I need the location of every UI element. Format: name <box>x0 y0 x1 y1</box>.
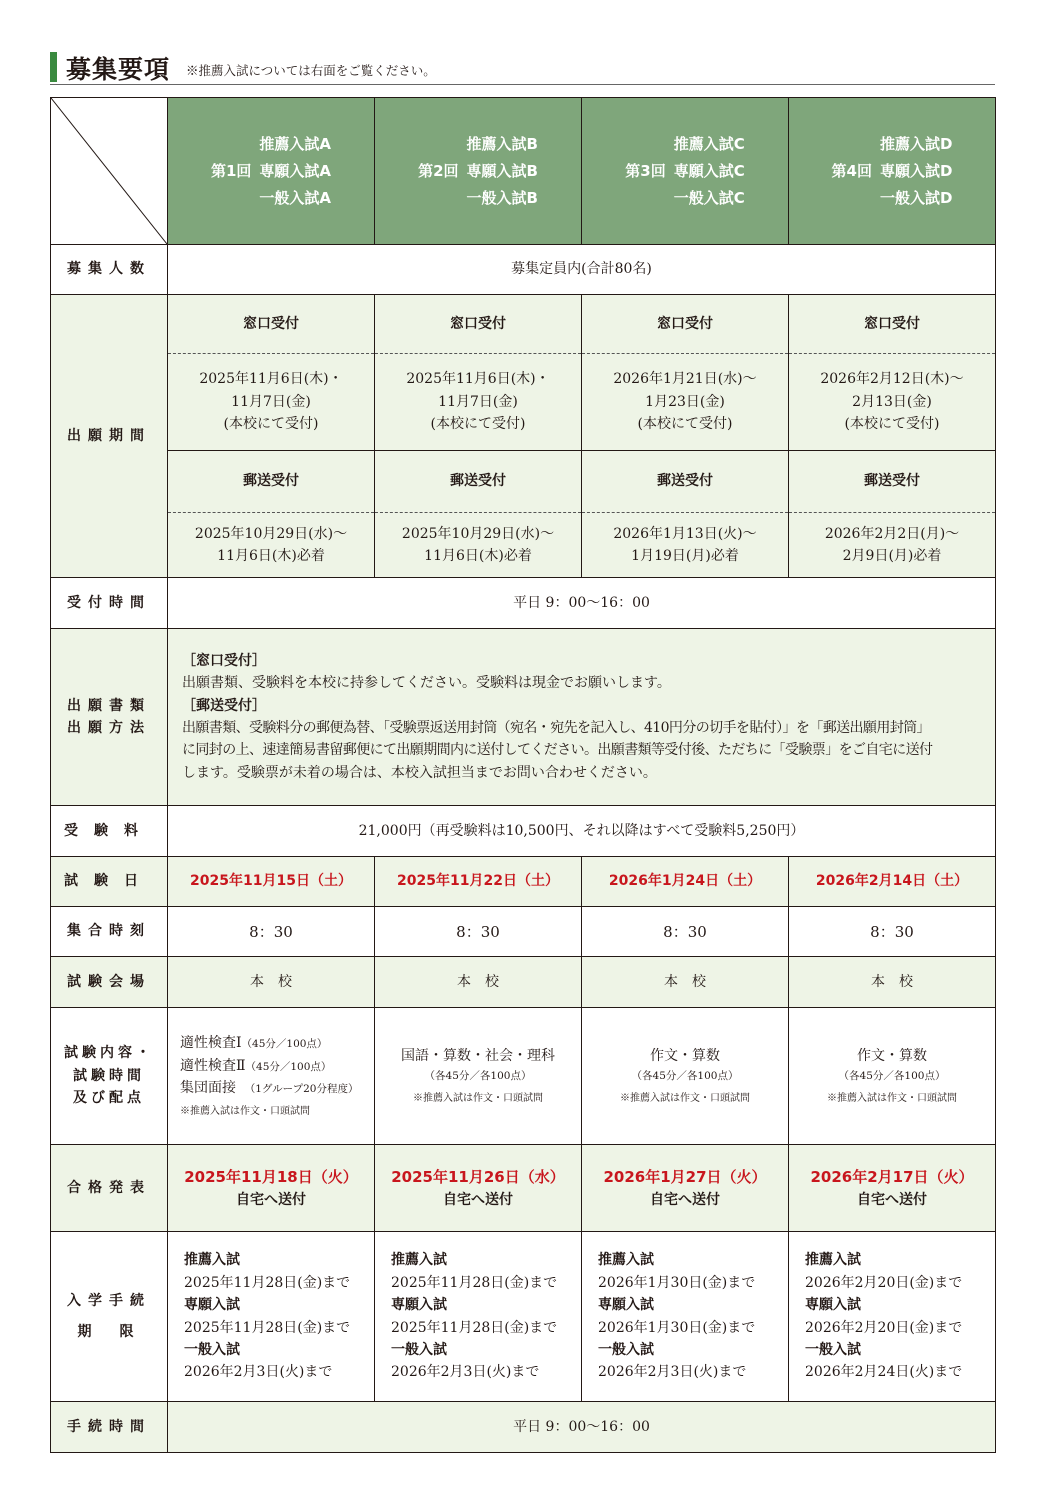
page-title: 募集要項 <box>66 55 171 84</box>
result-cell: 2026年1月27日（火） 自宅へ送付 <box>582 1145 789 1232</box>
exam-date-row <box>51 857 996 907</box>
mail-dates: 2025年10月29日(水)〜 11月6日(木)必着 <box>168 513 375 578</box>
row-label: 受験料 <box>51 806 168 857</box>
exam-header-2 <box>375 98 582 245</box>
venue-row <box>51 957 996 1008</box>
result-cell: 2026年2月17日（火） 自宅へ送付 <box>789 1145 996 1232</box>
exam-name: 一般入試A <box>259 188 332 207</box>
method-mail-text: します。受験票が未着の場合は、本校入試担当までお問い合わせください。 <box>182 764 657 781</box>
period-window-label-row <box>51 295 996 354</box>
venue: 本 校 <box>582 957 789 1008</box>
exam-name: 一般入試C <box>673 188 745 207</box>
procedure-row <box>51 1232 996 1402</box>
content-row <box>51 1008 996 1145</box>
window-dates: 2025年11月6日(木)・ 11月7日(金) (本校にて受付) <box>375 354 582 451</box>
mail-dates: 2026年1月13日(火)〜 1月19日(月)必着 <box>582 513 789 578</box>
window-label: 窓口受付 <box>375 295 582 354</box>
exam-round: 第4回 <box>831 161 872 180</box>
title-note: ※推薦入試については右面をご覧ください。 <box>186 63 436 78</box>
venue: 本 校 <box>789 957 996 1008</box>
content-col-4: 作文・算数 （各45分／各100点） ※推薦入試は作文・口頭試問 <box>789 1008 996 1145</box>
exam-name: 一般入試D <box>879 188 953 207</box>
method-mail-text: 出願書類、受験料分の郵便為替、「受験票返送用封筒（宛名・宛先を記入し、410円分の切手を貼付）」を「郵送出願用封筒」 <box>182 720 930 736</box>
exam-round: 第2回 <box>418 161 459 180</box>
row-label: 募集人数 <box>51 245 168 295</box>
exam-name: 推薦入試B <box>466 134 538 153</box>
row-label: 試験会場 <box>51 957 168 1008</box>
content-col-2: 国語・算数・社会・理科 （各45分／各100点） ※推薦入試は作文・口頭試問 <box>375 1008 582 1145</box>
result-cell: 2025年11月26日（水） 自宅へ送付 <box>375 1145 582 1232</box>
period-window-dates-row <box>51 354 996 451</box>
window-dates: 2026年1月21日(水)〜 1月23日(金) (本校にて受付) <box>582 354 789 451</box>
gather-time: 8：30 <box>375 907 582 957</box>
exam-date: 2026年2月14日（土） <box>789 857 996 907</box>
exam-name: 専願入試C <box>673 161 745 180</box>
method-mail-text: に同封の上、速達簡易書留郵便にて出願期間内に送付してください。出願書類等受付後、ただちに「受験票」をご自宅に送付 <box>182 742 933 759</box>
row-label: 合格発表 <box>51 1145 168 1232</box>
result-row <box>51 1145 996 1232</box>
exam-name: 推薦入試A <box>259 134 332 153</box>
procedure-col-1: 推薦入試 2025年11月28日(金)まで 専願入試 2025年11月28日(金)まで 一般入試 2026年2月3日(火)まで <box>168 1232 375 1402</box>
procedure-col-3: 推薦入試 2026年1月30日(金)まで 専願入試 2026年1月30日(金)まで 一般入試 2026年2月3日(火)まで <box>582 1232 789 1402</box>
exam-name: 専願入試B <box>466 161 538 180</box>
venue: 本 校 <box>168 957 375 1008</box>
content-col-3: 作文・算数 （各45分／各100点） ※推薦入試は作文・口頭試問 <box>582 1008 789 1145</box>
exam-name: 推薦入試C <box>673 134 745 153</box>
method-row <box>51 629 996 806</box>
procedure-col-2: 推薦入試 2025年11月28日(金)まで 専願入試 2025年11月28日(金)まで 一般入試 2026年2月3日(火)まで <box>375 1232 582 1402</box>
mail-label: 郵送受付 <box>582 451 789 513</box>
gather-time: 8：30 <box>168 907 375 957</box>
venue: 本 校 <box>375 957 582 1008</box>
mail-label: 郵送受付 <box>375 451 582 513</box>
method-window-text: 出願書類、受験料を本校に持参してください。受験料は現金でお願いします。 <box>182 675 671 692</box>
exam-name: 専願入試D <box>879 161 953 180</box>
title-accent-bar <box>50 52 57 82</box>
window-label: 窓口受付 <box>168 295 375 354</box>
exam-header-4 <box>789 98 996 245</box>
gather-row <box>51 907 996 957</box>
period-mail-dates-row <box>51 513 996 578</box>
header-row <box>51 98 996 245</box>
row-label: 手続時間 <box>51 1402 168 1453</box>
exam-date: 2025年11月15日（土） <box>168 857 375 907</box>
row-label: 入学手続 期 限 <box>51 1232 168 1402</box>
exam-date: 2025年11月22日（土） <box>375 857 582 907</box>
capacity-row <box>51 245 996 295</box>
row-label: 試験内容・ 試験時間 及び配点 <box>51 1008 168 1145</box>
exam-name: 一般入試B <box>466 188 538 207</box>
admission-table <box>50 97 996 1453</box>
mail-label: 郵送受付 <box>168 451 375 513</box>
content-col-1: 適性検査Ⅰ（45分／100点） 適性検査Ⅱ（45分／100点） 集団面接 （1グループ20分程度） ※推薦入試は作文・口頭試問 <box>168 1008 375 1145</box>
result-cell: 2025年11月18日（火） 自宅へ送付 <box>168 1145 375 1232</box>
method-window-title: ［窓口受付］ <box>182 652 266 669</box>
row-label: 出願期間 <box>51 295 168 578</box>
procedure-hours-value: 平日 9：00〜16：00 <box>168 1402 996 1453</box>
mail-dates: 2025年10月29日(水)〜 11月6日(木)必着 <box>375 513 582 578</box>
diagonal-line <box>51 98 167 244</box>
window-label: 窓口受付 <box>789 295 996 354</box>
procedure-hours-row <box>51 1402 996 1453</box>
row-label: 集合時刻 <box>51 907 168 957</box>
hours-row <box>51 578 996 629</box>
method-text <box>168 629 996 806</box>
exam-header-3 <box>582 98 789 245</box>
exam-name: 専願入試A <box>259 161 332 180</box>
gather-time: 8：30 <box>789 907 996 957</box>
exam-date: 2026年1月24日（土） <box>582 857 789 907</box>
title-divider <box>50 84 995 85</box>
exam-round: 第1回 <box>210 161 252 180</box>
procedure-col-4: 推薦入試 2026年2月20日(金)まで 専願入試 2026年2月20日(金)まで 一般入試 2026年2月24日(火)まで <box>789 1232 996 1402</box>
exam-round: 第3回 <box>625 161 666 180</box>
method-mail-title: ［郵送受付］ <box>182 697 266 714</box>
mail-dates: 2026年2月2日(月)〜 2月9日(月)必着 <box>789 513 996 578</box>
window-dates: 2025年11月6日(木)・ 11月7日(金) (本校にて受付) <box>168 354 375 451</box>
exam-name: 推薦入試D <box>879 134 953 153</box>
window-label: 窓口受付 <box>582 295 789 354</box>
fee-row <box>51 806 996 857</box>
exam-header-1 <box>168 98 375 245</box>
window-dates: 2026年2月12日(木)〜 2月13日(金) (本校にて受付) <box>789 354 996 451</box>
hours-value: 平日 9：00〜16：00 <box>168 578 996 629</box>
row-label: 試験日 <box>51 857 168 907</box>
fee-value: 21,000円（再受験料は10,500円、それ以降はすべて受験料5,250円） <box>168 806 996 857</box>
row-label: 受付時間 <box>51 578 168 629</box>
row-label: 出願書類 出願方法 <box>51 629 168 806</box>
mail-label: 郵送受付 <box>789 451 996 513</box>
gather-time: 8：30 <box>582 907 789 957</box>
period-mail-label-row <box>51 451 996 513</box>
capacity-value: 募集定員内(合計80名) <box>168 245 996 295</box>
corner-cell <box>51 98 168 245</box>
